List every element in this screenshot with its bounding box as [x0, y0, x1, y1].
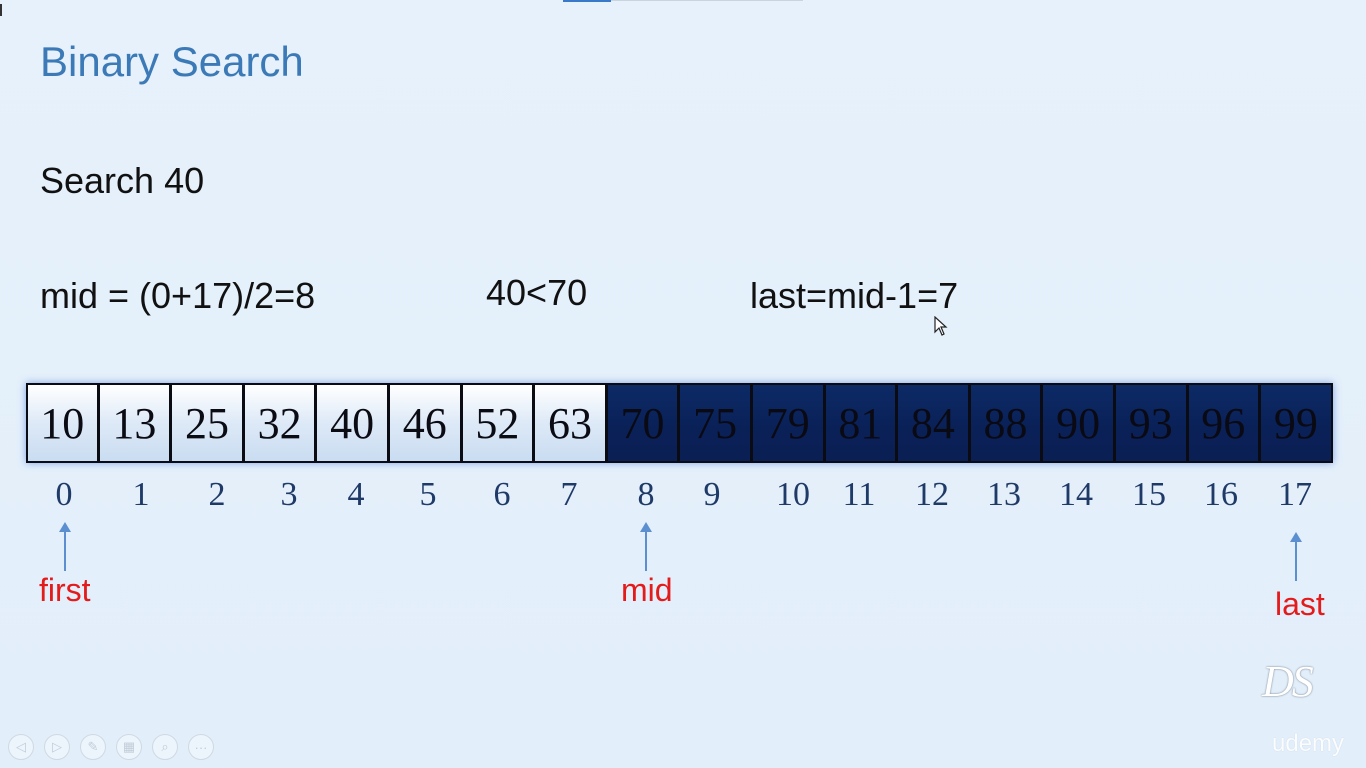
mid-pointer-arrow — [645, 531, 647, 571]
array-cell: 52 — [462, 383, 535, 463]
array-cell: 32 — [244, 383, 317, 463]
zoom-button[interactable] — [152, 734, 178, 760]
more-options-button[interactable] — [188, 734, 214, 760]
array-cell: 46 — [389, 383, 462, 463]
array-cell: 10 — [26, 383, 99, 463]
array-index-label: 11 — [842, 476, 876, 513]
array-index-label: 1 — [132, 476, 150, 513]
array-cell: 93 — [1115, 383, 1188, 463]
array-cell: 63 — [534, 383, 607, 463]
search-target-label: Search 40 — [40, 160, 205, 201]
ds-logo: DS — [1262, 657, 1312, 706]
slide-progress-track — [611, 0, 803, 1]
array-cell: 25 — [171, 383, 244, 463]
udemy-watermark: udemy — [1272, 730, 1345, 757]
array-index-label: 14 — [1059, 476, 1093, 513]
first-pointer-label: first — [39, 572, 91, 608]
slide-title: Binary Search — [40, 38, 304, 85]
array-cell: 90 — [1042, 383, 1115, 463]
array-index-label: 13 — [987, 476, 1021, 513]
array-index-label: 8 — [637, 476, 655, 513]
pen-tool-button[interactable] — [80, 734, 106, 760]
slideshow-controls — [8, 734, 214, 760]
array-cell: 81 — [825, 383, 898, 463]
array-index-label: 7 — [560, 476, 578, 513]
array-index-label: 0 — [55, 476, 73, 513]
array-cell: 84 — [897, 383, 970, 463]
last-pointer-arrow — [1295, 541, 1297, 581]
slides-grid-icon: ▦ — [122, 739, 136, 754]
first-pointer-arrow — [64, 531, 66, 571]
magnifier-icon: ⌕ — [161, 739, 169, 754]
array-index-label: 3 — [280, 476, 298, 513]
mid-calculation: mid = (0+17)/2=8 — [40, 275, 316, 316]
array-cell: 99 — [1260, 383, 1333, 463]
slide-progress-accent — [563, 0, 611, 2]
array-cell: 13 — [99, 383, 172, 463]
array-index-label: 2 — [208, 476, 226, 513]
array-cell: 75 — [679, 383, 752, 463]
last-update-text: last=mid-1=7 — [750, 275, 959, 316]
next-slide-button[interactable] — [44, 734, 70, 760]
array-index-label: 17 — [1278, 476, 1312, 513]
array-index-label: 10 — [776, 476, 810, 513]
sorted-array — [26, 383, 1334, 465]
array-index-label: 9 — [703, 476, 721, 513]
array-index-label: 4 — [347, 476, 365, 513]
array-index-label: 5 — [419, 476, 437, 513]
array-index-label: 6 — [493, 476, 511, 513]
mid-pointer-label: mid — [621, 572, 673, 608]
comparison-text: 40<70 — [486, 272, 588, 313]
last-pointer-label: last — [1275, 586, 1325, 622]
array-cell: 88 — [970, 383, 1043, 463]
previous-slide-button[interactable] — [8, 734, 34, 760]
arrow-right-icon: ▷ — [52, 739, 62, 754]
arrow-left-icon: ◁ — [16, 739, 26, 754]
mouse-cursor-icon — [934, 316, 948, 336]
array-index-label: 12 — [915, 476, 949, 513]
corner-mark — [0, 4, 2, 16]
array-cell: 70 — [607, 383, 680, 463]
array-cell: 96 — [1188, 383, 1261, 463]
array-cell: 40 — [316, 383, 389, 463]
more-dots-icon: ··· — [194, 739, 208, 755]
array-cell: 79 — [752, 383, 825, 463]
pen-icon: ✎ — [87, 739, 99, 754]
array-index-label: 16 — [1204, 476, 1238, 513]
array-index-label: 15 — [1132, 476, 1166, 513]
see-all-slides-button[interactable] — [116, 734, 142, 760]
